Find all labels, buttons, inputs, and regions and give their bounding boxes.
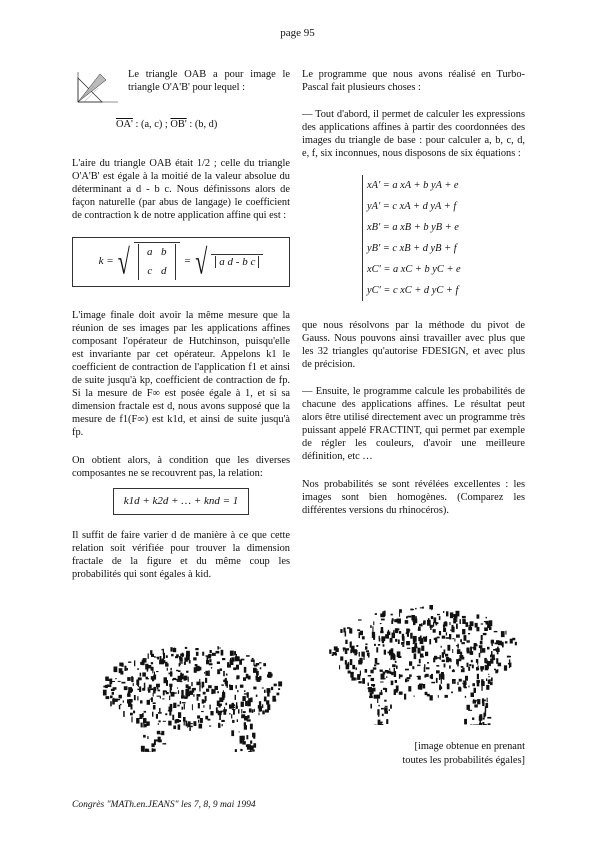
equation-1: xA' = a xA + b yA + e — [367, 179, 459, 191]
sqrt-content — [134, 242, 180, 281]
image-caption — [330, 740, 525, 768]
determinant-value: a d - b c — [215, 256, 259, 268]
vector-oa-value: : (a, c) ; — [135, 119, 168, 130]
equation-4: yB' = c xB + d yB + f — [367, 242, 457, 254]
sqrt-icon-2: √ — [195, 241, 208, 282]
rhino-fractal-image-right — [318, 590, 528, 725]
vector-definitions — [116, 118, 290, 131]
paragraph-results: Nos probabilités se sont révélées excellentes : les images sont bien homogènes. (Comparez les différentes versions du rhinocéros). — [302, 478, 525, 516]
equation-2: yA' = c xA + d yA + f — [367, 200, 457, 212]
matrix-a: a — [147, 245, 153, 258]
right-column — [302, 68, 525, 531]
caption-line-1: [image obtenue en prenant — [414, 741, 525, 752]
paragraph-area: L'aire du triangle OAB était 1/2 ; celle du triangle O'A'B' est égale à la moitié de la valeur absolue du déterminant a d - b c. Nous définissons alors de façon naturelle (par abus de langage) le coefficient de contraction k de notre application affine qui est : — [72, 158, 290, 222]
page-number: page 95 — [280, 27, 315, 39]
equation-6: yC' = c xC + d yC + f — [367, 284, 459, 296]
paragraph-program: Le programme que nous avons réalisé en Turbo-Pascal fait plusieurs choses : — [302, 69, 525, 94]
rhino-fractal-image-left — [92, 632, 292, 752]
paragraph-measure: L'image finale doit avoir la même mesure que la réunion de ses images par les applications affines composant l'opérateur de Hutchinson, puisqu'elle est invariante par cet opérateur. Appelons k1 le coefficient de contraction de l'application f1 et ainsi de suite jusqu'à kp, coefficient de contraction de fp. Si la mesure de F∞ est posée égale à 1, et si sa dimension fractale est d, nous avons supposé que la mesure de f1(F∞) est k1d, et ainsi de suite jusqu'à fp. — [72, 309, 290, 439]
left-column — [72, 68, 290, 595]
sqrt-content-2 — [211, 254, 263, 270]
matrix-b: b — [161, 245, 167, 258]
caption-line-2: toutes les probabilités égales] — [402, 755, 525, 766]
paragraph-dimension: Il suffit de faire varier d de manière à ce que cette relation soit vérifiée pour trouver la dimension fractale de la figure et du même coup les probabilités qui sont égales à kid. — [72, 529, 290, 581]
formula-equals: = — [183, 255, 192, 268]
matrix-d: d — [161, 265, 167, 278]
determinant-matrix — [138, 244, 176, 280]
vector-ob-value: : (b, d) — [189, 119, 218, 130]
intro-block — [72, 68, 290, 110]
vector-oa: OA' — [116, 119, 133, 130]
footer-conference: Congrès "MATh.en.JEANS" les 7, 8, 9 mai 1994 — [72, 800, 256, 810]
paragraph-condition: On obtient alors, à condition que les diverses composantes ne se recouvrent pas, la relation: — [72, 454, 290, 479]
contraction-formula — [72, 237, 290, 287]
formula-k-label: k = — [98, 255, 114, 268]
relation-equation: k1d + k2d + … + knd = 1 — [113, 488, 249, 515]
paragraph-gauss: que nous résolvons par la méthode du pivot de Gauss. Nous pouvons ainsi travailler avec plus que les 32 triangles qu'autorise FDESIGN, et avec plus de précision. — [302, 319, 525, 370]
paragraph-then: — Ensuite, le programme calcule les probabilités de chacune des applications affines. Le résultat peut alors être utilisé directement avec un programme très puissant appelé FRACTINT, qui permet par exemple de régler les couleurs, d'avoir une meilleure définition, etc … — [302, 385, 525, 463]
paragraph-first: — Tout d'abord, il permet de calculer les expressions des applications affines à partir des coordonnées des images du triangle de base : pour calculer a, b, c, d, e, f, six inconnues, nous disposons de six équations : — [302, 109, 525, 160]
vector-ob: OB' — [170, 119, 187, 130]
sqrt-icon: √ — [117, 241, 130, 282]
matrix-c: c — [147, 265, 153, 278]
triangle-figure — [72, 68, 122, 110]
intro-text: Le triangle OAB a pour image le triangle O'A'B' pour lequel : — [128, 69, 290, 94]
equation-5: xC' = a xC + b yC + e — [367, 263, 461, 275]
equation-3: xB' = a xB + b yB + e — [367, 221, 459, 233]
equation-system — [362, 175, 525, 301]
